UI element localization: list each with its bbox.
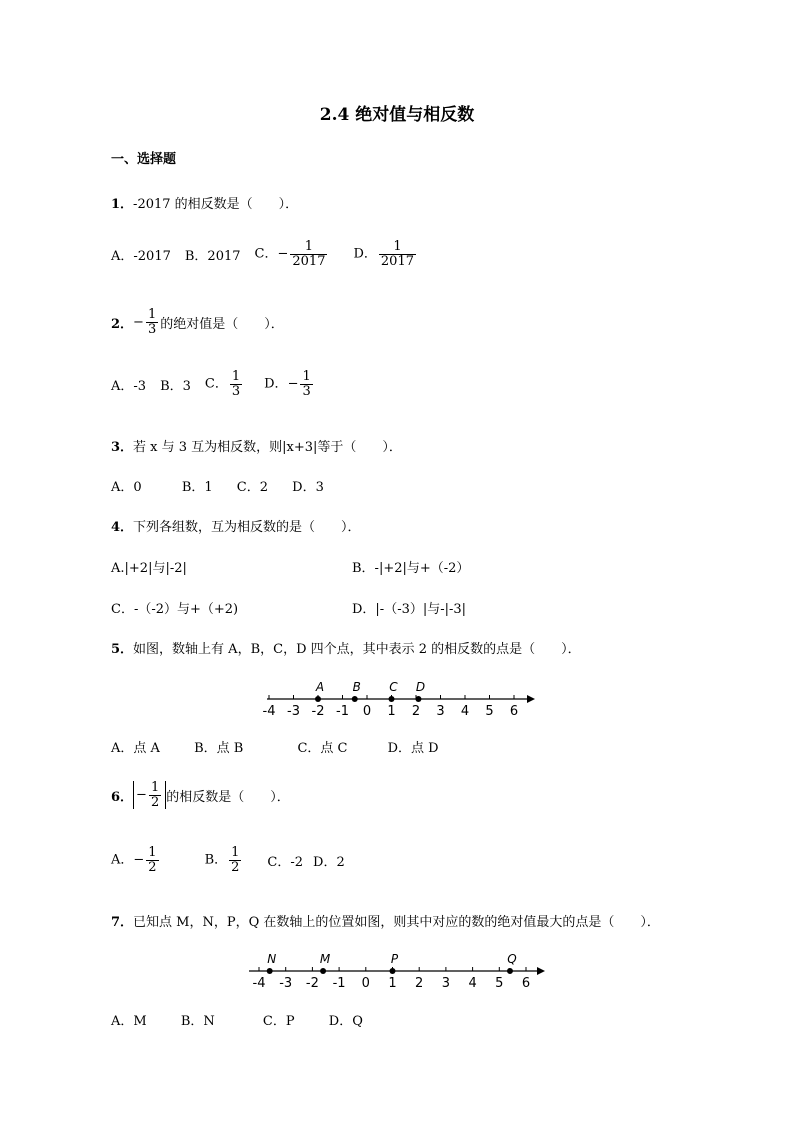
point-d (415, 696, 421, 702)
question-1 (111, 193, 298, 212)
numerator: 1 (150, 780, 160, 795)
numerator: 1 (148, 845, 157, 860)
q6-options (111, 846, 359, 874)
fraction (300, 370, 312, 398)
question-number: 1． (111, 197, 134, 212)
fraction (230, 370, 242, 398)
point-label: P (390, 952, 399, 966)
option-a[interactable]: A．-3 (111, 378, 147, 394)
numerator: 1 (393, 239, 402, 254)
point-q (507, 968, 513, 974)
minus-sign: − (287, 376, 299, 392)
tick-label: 6 (509, 704, 519, 719)
tick-label: -4 (252, 976, 266, 991)
tick-label: 6 (521, 976, 531, 991)
question-3 (111, 436, 402, 455)
denominator: 2 (231, 859, 240, 875)
question-6 (111, 781, 290, 809)
tick-label: 3 (441, 976, 451, 991)
option-label: C． (254, 246, 278, 262)
minus-sign: − (133, 852, 145, 868)
denominator: 2017 (380, 253, 414, 269)
numerator: 1 (304, 239, 314, 254)
page-title: 2.4 绝对值与相反数 (319, 105, 475, 125)
tick-label: 0 (362, 704, 372, 719)
option-b[interactable]: B．2017 (184, 248, 241, 264)
fraction (379, 240, 416, 268)
question-number: 7． (111, 915, 134, 930)
numerator: 1 (231, 845, 240, 860)
point-c (389, 696, 395, 702)
tick-label: 5 (485, 704, 494, 719)
option-label: A． (111, 852, 134, 868)
question-text: 如图，数轴上有 A，B，C，D 四个点，其中表示 2 的相反数的点是（ ）． (133, 642, 581, 657)
question-number: 3． (111, 440, 134, 455)
question-text: 的绝对值是（ ）． (160, 316, 284, 332)
q5-options (111, 737, 453, 756)
point-label: B (352, 680, 361, 694)
question-text: 的相反数是（ ）． (166, 789, 290, 805)
tick-label: 1 (387, 704, 396, 719)
question-text: 若 x 与 3 互为相反数，则|x+3|等于（ ）． (133, 440, 402, 455)
tick-label: 3 (436, 704, 445, 719)
option-d[interactable]: D．2 (313, 854, 345, 870)
question-number: 4． (111, 520, 134, 535)
fraction (149, 781, 161, 809)
point-label: Q (507, 952, 517, 966)
point-b (352, 696, 358, 702)
absolute-value-bars (133, 781, 166, 809)
denominator: 2017 (292, 253, 326, 269)
option-label: C． (204, 376, 228, 392)
option-a[interactable]: A．M (111, 1014, 147, 1029)
number-line-q7 (237, 944, 557, 994)
numerator: 1 (302, 369, 311, 384)
question-text: 下列各组数，互为相反数的是（ ）． (133, 520, 361, 535)
option-c[interactable]: C．2 (236, 480, 268, 495)
point-label: C (389, 680, 398, 694)
option-a[interactable] (111, 846, 161, 874)
section-heading: 一、选择题 (111, 152, 177, 167)
q1-options (111, 240, 432, 268)
question-7 (111, 911, 660, 930)
point-a (315, 696, 321, 702)
option-c[interactable] (205, 370, 244, 398)
option-b[interactable] (205, 846, 244, 874)
option-b[interactable]: B．-|+2|与+（-2） (352, 561, 470, 576)
tick-label: -4 (262, 704, 276, 719)
tick-label: -1 (336, 704, 349, 719)
point-label: A (315, 680, 325, 694)
tick-label: 5 (495, 976, 504, 991)
question-number: 6． (111, 789, 134, 805)
q2-options (111, 370, 329, 398)
fraction (146, 846, 158, 874)
point-m (320, 968, 326, 974)
denominator: 3 (302, 383, 311, 399)
tick-label: 4 (468, 976, 477, 991)
option-b[interactable]: B．1 (181, 480, 213, 495)
point-n (267, 968, 273, 974)
fraction (146, 308, 158, 336)
denominator: 3 (147, 321, 157, 337)
minus-sign: − (277, 246, 289, 262)
option-c[interactable]: C．-2 (267, 854, 304, 870)
option-a[interactable]: A．点 A (111, 741, 160, 756)
question-5 (111, 638, 581, 657)
option-d[interactable] (353, 240, 418, 268)
tick-label: 1 (388, 976, 397, 991)
option-a[interactable]: A．-2017 (111, 248, 171, 264)
question-text: 已知点 M，N，P，Q 在数轴上的位置如图，则其中对应的数的绝对值最大的点是（ ）． (133, 915, 660, 930)
question-number: 2． (111, 316, 134, 332)
option-a[interactable]: A.|+2|与|-2| (111, 561, 187, 576)
minus-sign: − (136, 787, 147, 803)
arrow-head (527, 695, 535, 703)
option-a[interactable]: A．0 (111, 480, 142, 495)
option-c[interactable]: C．P (262, 1014, 295, 1029)
question-4 (111, 516, 361, 535)
option-d[interactable] (264, 370, 315, 398)
option-d[interactable]: D．Q (328, 1014, 363, 1029)
option-b[interactable]: B．N (180, 1014, 215, 1029)
minus-sign: − (133, 314, 144, 330)
tick-label: 2 (415, 976, 424, 991)
point-p (390, 968, 396, 974)
numerator: 1 (231, 369, 241, 384)
tick-label: -3 (279, 976, 293, 991)
point-label: N (267, 952, 277, 966)
denominator: 2 (150, 794, 160, 810)
option-c[interactable]: C．点 C (297, 741, 348, 756)
option-d[interactable]: D．3 (292, 480, 324, 495)
arrow-head (537, 967, 545, 975)
denominator: 2 (148, 859, 157, 875)
option-b[interactable]: B．3 (160, 378, 191, 394)
number-line-q5 (255, 672, 545, 722)
fraction (229, 846, 241, 874)
point-label: M (319, 952, 331, 966)
tick-label: 2 (411, 704, 421, 719)
tick-label: 0 (361, 976, 370, 991)
tick-label: -1 (332, 976, 346, 991)
question-number: 5． (111, 642, 134, 657)
option-d[interactable]: D．点 D (387, 741, 439, 756)
q3-options (111, 476, 338, 495)
question-text: -2017 的相反数是（ ）． (133, 197, 299, 212)
q7-options (111, 1010, 377, 1029)
option-c[interactable] (255, 240, 330, 268)
option-label: D． (353, 246, 377, 262)
tick-label: 4 (460, 704, 470, 719)
option-label: D． (264, 376, 288, 392)
tick-label: -3 (287, 704, 300, 719)
tick-label: -2 (305, 976, 319, 991)
point-label: D (415, 680, 426, 694)
option-d[interactable]: D．|-（-3）|与-|-3| (352, 602, 467, 617)
denominator: 3 (231, 383, 241, 399)
numerator: 1 (147, 307, 157, 322)
option-b[interactable]: B．点 B (194, 741, 244, 756)
option-label: B． (204, 852, 228, 868)
fraction (290, 240, 327, 268)
tick-label: -2 (311, 704, 325, 719)
question-2 (111, 308, 284, 336)
option-c[interactable]: C．-（-2）与+（+2) (111, 602, 239, 617)
